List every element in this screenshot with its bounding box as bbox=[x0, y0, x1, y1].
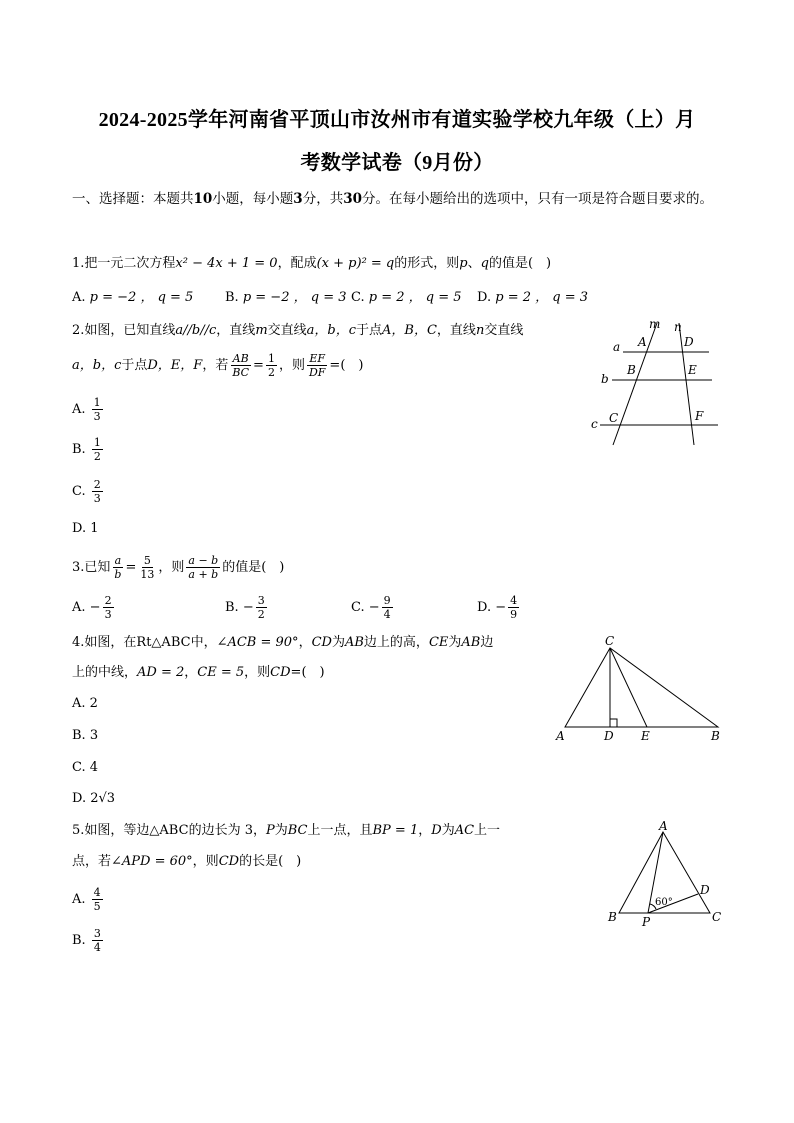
label-P: P bbox=[642, 915, 651, 929]
label-b: b bbox=[601, 372, 609, 386]
q4-option-c[interactable]: C. 4 bbox=[72, 760, 99, 775]
q4-option-a[interactable]: A. 2 bbox=[72, 696, 98, 711]
label-D: D bbox=[684, 335, 694, 349]
q1-option-c[interactable]: C. p = 2 ， q = 5 bbox=[351, 290, 462, 305]
label-a: a bbox=[613, 340, 621, 354]
label-B: B bbox=[627, 363, 636, 377]
q4-right-triangle-figure bbox=[550, 630, 730, 750]
q5-equilateral-triangle-figure bbox=[600, 818, 730, 930]
q2-option-b[interactable]: B. $\frac{1}{2}$ bbox=[72, 436, 101, 463]
q5-option-b[interactable]: B. $\frac{3}{4}$ bbox=[72, 927, 101, 954]
label-C: C bbox=[609, 411, 619, 425]
question-5-stem-line1: 5.如图，等边△ABC的边长为 3，P为BC上一点，且BP = 1，D为AC上一 bbox=[72, 823, 501, 838]
q1-option-d[interactable]: D. p = 2 ， q = 3 bbox=[477, 290, 588, 305]
label-C: C bbox=[605, 634, 615, 648]
q2-option-c[interactable]: C. $\frac{2}{3}$ bbox=[72, 478, 101, 505]
q4-option-b[interactable]: B. 3 bbox=[72, 728, 99, 743]
q5-option-a[interactable]: A. $\frac{4}{5}$ bbox=[72, 886, 101, 913]
question-1-stem: 1.把一元二次方程x² − 4x + 1 = 0，配成(x + p)² = q的形式，则p、q的值是( ) bbox=[72, 256, 552, 271]
q2-option-a[interactable]: A. $\frac{1}{3}$ bbox=[72, 396, 101, 423]
q2-option-d[interactable]: D. 1 bbox=[72, 521, 99, 536]
label-C: C bbox=[712, 910, 722, 924]
q1-option-b[interactable]: B. p = −2 ， q = 3 bbox=[225, 290, 347, 305]
label-D: D bbox=[700, 883, 710, 897]
label-E: E bbox=[641, 729, 650, 743]
angle-60-label: 60° bbox=[655, 897, 673, 908]
q3-option-c[interactable]: C. − $\frac{9}{4}$ bbox=[351, 594, 391, 621]
exam-title-line1: 2024-2025学年河南省平顶山市汝州市有道实验学校九年级（上）月 bbox=[98, 109, 696, 131]
q2-parallel-lines-figure bbox=[585, 315, 730, 450]
label-F: F bbox=[695, 409, 704, 423]
label-B: B bbox=[608, 910, 617, 924]
median-ce bbox=[610, 648, 647, 727]
section-header: 一、选择题：本题共10小题，每小题3分，共30分。在每小题给出的选项中，只有一项是符合题目要求的。 bbox=[72, 191, 713, 207]
label-A: A bbox=[556, 729, 565, 743]
q3-option-b[interactable]: B. − $\frac{3}{2}$ bbox=[225, 594, 265, 621]
right-angle-mark bbox=[610, 719, 617, 727]
label-c: c bbox=[591, 417, 598, 431]
label-A: A bbox=[659, 819, 668, 833]
exam-title-line2: 考数学试卷（9月份） bbox=[300, 152, 494, 174]
q3-option-a[interactable]: A. − $\frac{2}{3}$ bbox=[72, 594, 112, 621]
label-m: m bbox=[649, 317, 661, 331]
q3-option-d[interactable]: D. − $\frac{4}{9}$ bbox=[477, 594, 518, 621]
question-4-stem-line1: 4.如图，在Rt△ABC中，∠ACB = 90°，CD为AB边上的高，CE为AB边 bbox=[72, 635, 494, 650]
question-4-stem-line2: 上的中线，AD = 2，CE = 5，则CD=( ) bbox=[72, 665, 325, 680]
question-2-stem-line2: a，b，c于点D，E，F，若 $\frac{AB}{BC}$ = $\frac{1}{2}$ ，则 $\frac{EF}{DF}$ =( ) bbox=[72, 352, 364, 379]
label-A: A bbox=[638, 335, 647, 349]
question-3-stem: 3.已知 $\frac{a}{b}$ = $\frac{5}{13}$ ，则 $\frac{a - b}{a + b}$ 的值是( ) bbox=[72, 554, 285, 581]
question-5-stem-line2: 点，若∠APD = 60°，则CD的长是( ) bbox=[72, 854, 302, 869]
label-E: E bbox=[688, 363, 697, 377]
question-2-stem-line1: 2.如图，已知直线a//b//c，直线m交直线a，b，c于点A，B，C，直线n交直线 bbox=[72, 323, 524, 338]
q1-option-a[interactable]: A. p = −2 ， q = 5 bbox=[72, 290, 194, 305]
label-B: B bbox=[711, 729, 720, 743]
q4-option-d[interactable]: D. 2√3 bbox=[72, 791, 116, 806]
label-D: D bbox=[604, 729, 614, 743]
label-n: n bbox=[674, 320, 682, 334]
